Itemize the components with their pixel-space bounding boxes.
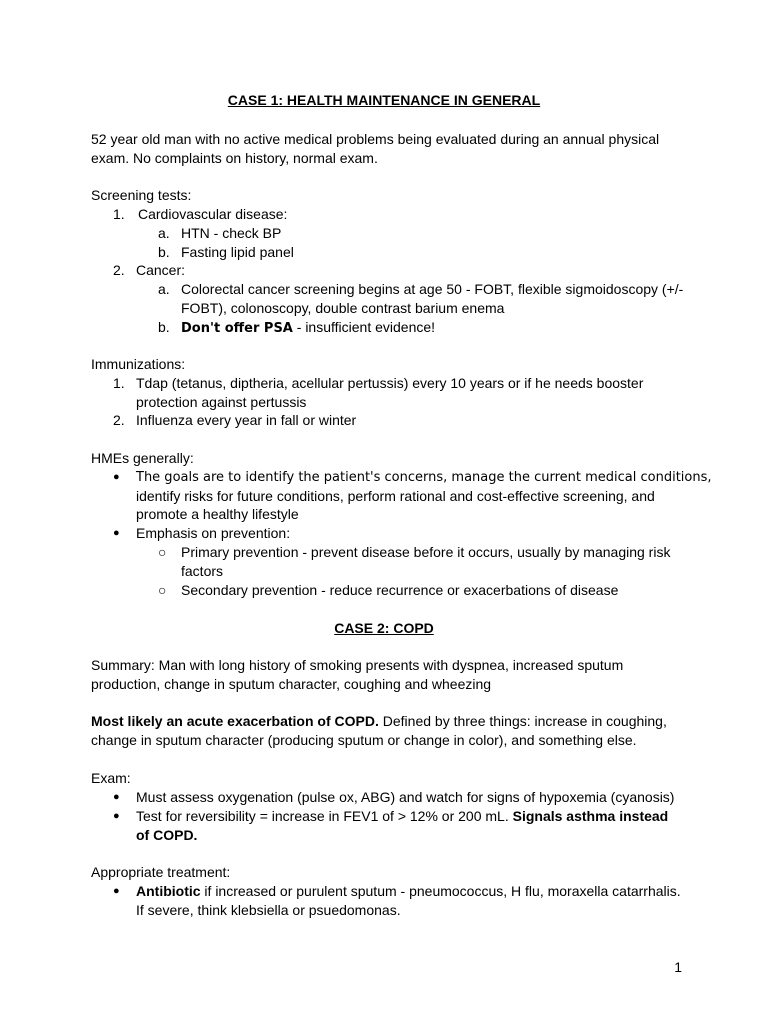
screening-heading: Screening tests:: [91, 187, 192, 203]
immunizations-item1-marker: 1.: [113, 375, 125, 391]
hmes-subbullet-1: ○: [158, 544, 167, 560]
exam-bullet-2: ●: [113, 810, 120, 822]
exam-item2-line1: [136, 807, 668, 826]
hmes-bullet-2: ●: [113, 527, 120, 539]
immunizations-heading: Immunizations:: [91, 356, 186, 372]
hmes-bullet-1: ●: [113, 471, 120, 483]
immunizations-item2: Influenza every year in fall or winter: [136, 412, 357, 428]
hmes-item2-sub2: Secondary prevention - reduce recurrence or exacerbations of disease: [181, 582, 619, 598]
hmes-item2-sub1-line1: Primary prevention - prevent disease before it occurs, usually by managing risk: [181, 544, 671, 560]
exam-item2-line2: of COPD.: [136, 827, 198, 843]
screening-item2-marker: 2.: [113, 262, 125, 278]
case2-likely-line2: change in sputum character (producing sputum or change in color), and something else.: [91, 732, 637, 748]
hmes-item1-line2: identify risks for future conditions, perform rational and cost-effective screening, and: [136, 488, 655, 504]
immunizations-item1-line1: Tdap (tetanus, diptheria, acellular pertussis) every 10 years or if he needs booster: [136, 375, 644, 391]
case2-likely-rest: Defined by three things: increase in coughing,: [378, 713, 667, 729]
hmes-heading: HMEs generally:: [91, 450, 194, 466]
screening-item2b-marker: b.: [158, 319, 170, 335]
exam-item2-text: Test for reversibility = increase in FEV1 of > 12% or 200 mL.: [136, 808, 513, 824]
screening-item2b: [181, 318, 435, 338]
treatment-item1-bold: Antibiotic: [136, 883, 201, 899]
screening-item2b-rest: - insufficient evidence!: [292, 319, 436, 335]
screening-item1a: HTN - check BP: [181, 225, 282, 241]
hmes-item1-line3: promote a healthy lifestyle: [136, 506, 299, 522]
case1-intro-line1: 52 year old man with no active medical problems being evaluated during an annual physical: [91, 131, 660, 147]
screening-item1-marker: 1.: [113, 206, 125, 222]
exam-bullet-1: ●: [113, 791, 120, 803]
case1-intro-line2: exam. No complaints on history, normal exam.: [91, 150, 378, 166]
treatment-item1-line2: If severe, think klebsiella or psuedomonas.: [136, 902, 401, 918]
screening-item1b-marker: b.: [158, 244, 170, 260]
screening-item2a-line1: Colorectal cancer screening begins at age 50 - FOBT, flexible sigmoidoscopy (+/-: [181, 281, 684, 297]
exam-heading: Exam:: [91, 770, 131, 786]
screening-item1b: Fasting lipid panel: [181, 244, 294, 260]
case2-likely-line1: [91, 712, 667, 731]
case1-title: CASE 1: HEALTH MAINTENANCE IN GENERAL: [227, 92, 541, 108]
treatment-bullet-1: ●: [113, 885, 120, 897]
page-number: 1: [674, 959, 682, 975]
case2-title: CASE 2: COPD: [334, 620, 434, 636]
screening-item2a-line2: FOBT), colonoscopy, double contrast barium enema: [181, 300, 505, 316]
immunizations-item1-line2: protection against pertussis: [136, 394, 307, 410]
hmes-item2: Emphasis on prevention:: [136, 525, 291, 541]
hmes-item1-line1: The goals are to identify the patient's concerns, manage the current medical conditions,: [136, 470, 712, 485]
immunizations-item2-marker: 2.: [113, 412, 125, 428]
screening-item1a-marker: a.: [158, 225, 170, 241]
hmes-item2-sub1-line2: factors: [181, 563, 224, 579]
case2-summary-line1: Summary: Man with long history of smoking presents with dyspnea, increased sputum: [91, 657, 624, 673]
screening-item2-label: Cancer:: [136, 262, 186, 278]
hmes-subbullet-2: ○: [158, 582, 167, 598]
screening-item2a-marker: a.: [158, 281, 170, 297]
case2-likely-bold: Most likely an acute exacerbation of COPD.: [91, 713, 379, 729]
exam-item2-bold: Signals asthma instead: [512, 808, 669, 824]
case2-summary-line2: production, change in sputum character, coughing and wheezing: [91, 676, 492, 692]
screening-item2b-bold: Don't offer PSA: [181, 321, 293, 336]
screening-item1-label: Cardiovascular disease:: [138, 206, 288, 222]
treatment-heading: Appropriate treatment:: [91, 864, 231, 880]
treatment-item1-line1: [136, 882, 681, 901]
exam-item1: Must assess oxygenation (pulse ox, ABG) and watch for signs of hypoxemia (cyanosis): [136, 789, 675, 805]
treatment-item1-rest: if increased or purulent sputum - pneumococcus, H flu, moraxella catarrhalis.: [200, 883, 681, 899]
